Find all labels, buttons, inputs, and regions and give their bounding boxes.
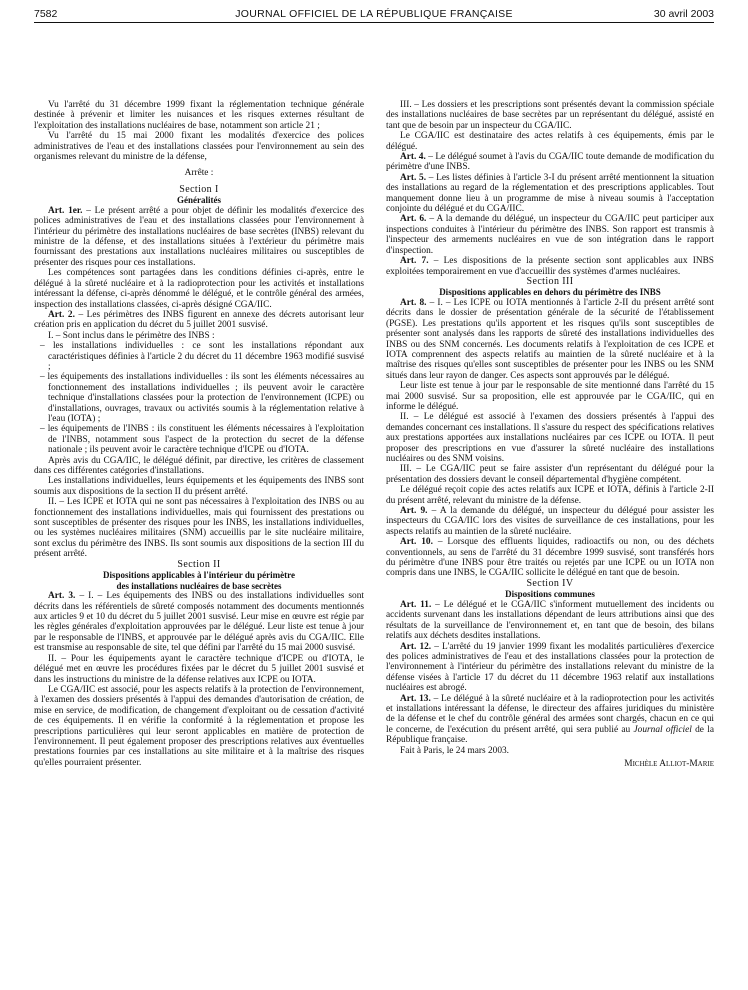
section-2-title: Section II [177, 558, 221, 570]
article-1-paragraph-2: Les compétences sont partagées dans les conditions définies ci-après, entre le délégué à la sûreté nucléaire et à la radioprotection pour les activités et installations intéressant la défense, ci-après dénommé le délégué, et le contrôle général des armées, inspection des installations classées, ci-après désigné CGA/IIC. [34, 268, 364, 310]
article-9-label: Art. 9. [400, 506, 428, 517]
considerant-2: Vu l'arrêté du 15 mai 2000 fixant les modalités d'exercice des polices administratives de l'eau et des installations classées pour l'environnement au sein des organismes relevant du ministre de la défense, [34, 131, 364, 163]
article-13-label: Art. 13. [400, 693, 431, 704]
article-3-paragraph-3: Le CGA/IIC est associé, pour les aspects relatifs à la protection de l'environnement, à l'examen des dossiers présentés à l'appui des demandes d'autorisation de création, de mise en service, de modification, de changement d'exploitant ou de cessation d'activité de ces équipements. Il en vérifie la conformité à la réglementation et propose les prescriptions particulières qui leur seront applicables en matière de protection de l'environnement. Il peut également proposer des prescriptions relatives aux éventuelles prestations fournies par ces installations au site militaire et à la maîtrise des risques qu'elles pourraient présenter. [34, 684, 364, 768]
article-2-bullet-1: – les installations individuelles : ce sont les installations répondant aux caractéristiques définies à l'article 2 du décret du 11 décembre 1963 modifié susvisé ; [40, 341, 364, 372]
issue-date: 30 avril 2003 [653, 8, 714, 20]
article-9: Art. 9. – A la demande du délégué, un inspecteur du délégué pour assister les inspecteurs du CGA/IIC lors des visites de surveillance de ces installations, pour les aspects relatifs au maintien de la sûreté nucléaire. [386, 506, 715, 537]
article-2-paragraph-4: Les installations individuelles, leurs équipements et les équipements des INBS sont soumis aux dispositions de la section II du présent arrêté. [34, 476, 364, 497]
article-3-paragraph-5: Le CGA/IIC est destinataire des actes relatifs à ces équipements, émis par le délégué. [386, 131, 714, 152]
journal-title: JOURNAL OFFICIEL DE LA RÉPUBLIQUE FRANÇAISE [235, 8, 513, 20]
arrete-label: Arrête : [184, 168, 214, 179]
article-4: Art. 4. – Le délégué soumet à l'avis du CGA/IIC toute demande de modification du périmètre d'une INBS. [386, 152, 715, 173]
article-8-paragraph-5: Le délégué reçoit copie des actes relatifs aux ICPE et IOTA, définis à l'article 2-II du présent arrêté, relevant du ministre de la défense. [386, 485, 714, 506]
article-5: Art. 5. – Les listes définies à l'article 3-I du présent arrêté mentionnent la situation des installations au regard de la réglementation et des prescriptions applicables. Tout manquement donne lieu à un programme de mise à niveau soumis à l'acceptation conjointe du délégué et du CGA/IIC. [386, 172, 715, 215]
article-12-label: Art. 12. [400, 641, 432, 652]
section-3-subtitle: Dispositions applicables en dehors du périmètre des INBS [439, 287, 661, 298]
article-8-ii: II. – Le délégué est associé à l'examen des dossiers présentés à l'appui des demandes concernant ces installations. Il s'assure du respect des spécifications relatives aux prestations apportées aux installations nucléaires par ces ICPE ou IOTA. Il peut proposer des prescriptions en vue d'assurer la sûreté nucléaire des installations nucléaires ou des SNM voisins. [386, 412, 714, 464]
article-2-bullet-2: – les équipements des installations individuelles : ils sont les éléments nécessaires au fonctionnement des installations individuelles ; ils peuvent avoir le caractère technique d'installations classées pour la protection de l'environnement (ICPE) ou d'installations, ouvrages, travaux ou activités soumis à la réglementation relative à l'eau (IOTA) ; [40, 372, 364, 424]
article-6: Art. 6. – A la demande du délégué, un inspecteur du CGA/IIC peut participer aux inspections conduites à l'intérieur du périmètre des INBS. Son rapport est transmis à l'inspecteur des armements nucléaires en vue de son intégration dans le rapport d'inspection. [386, 214, 714, 256]
page-number: 7582 [34, 8, 58, 20]
article-5-label: Art. 5. [400, 172, 427, 183]
article-2-ii: II. – Les ICPE et IOTA qui ne sont pas nécessaires à l'exploitation des INBS ou au fonctionnement des installations individuelles, mais qui fournissent des prestations ou sont susceptibles de présenter des risques pour les INBS, les installations individuelles, ou les systèmes nucléaires militaires (SNM) accueillis par le site nucléaire militaire, sont exclus du périmètre des INBS. Ils sont soumis aux dispositions de la section III du présent arrêté. [34, 497, 364, 560]
article-10-label: Art. 10. [400, 537, 433, 548]
article-7-label: Art. 7. [400, 256, 429, 267]
article-1: Art. 1er. – Le présent arrêté a pour objet de définir les modalités d'exercice des polices administratives de l'eau et des installations classées pour l'environnement à l'intérieur du périmètre des installations nucléaires de base secrètes (INBS) relevant du ministre de la défense, et des installations situées à l'extérieur du périmètre mais fournissant des prestations aux installations nucléaires militaires ou susceptibles de présenter des risques pour ces installations. [34, 205, 364, 268]
page-header [34, 8, 714, 22]
article-2-label: Art. 2. [48, 309, 75, 320]
article-11-label: Art. 11. [400, 599, 432, 610]
article-8-label: Art. 8. [400, 297, 427, 308]
article-3-label: Art. 3. [48, 591, 76, 602]
section-4-subtitle: Dispositions communes [505, 589, 595, 600]
article-3: Art. 3. – I. – Les équipements des INBS ou des installations individuelles sont décrits dans les référentiels de sûreté composés notamment des documents mentionnés aux articles 9 et 10 du décret du 5 juillet 2001 susvisé. Leur mise en œuvre est régie par les règles générales d'exploitation approuvées par le délégué. Leur liste est tenue à jour par le responsable de l'INBS, et approuvée par le délégué après avis du CGA/IIC. Elle est transmise au responsable de site, tel que défini par l'arrêté du 15 mai 2000 susvisé. [34, 591, 365, 654]
right-column [386, 100, 714, 769]
section-3-title: Section III [526, 275, 574, 287]
article-2-paragraph-3: Après avis du CGA/IIC, le délégué définit, par directive, les critères de classement dans ces différentes catégories d'installations. [34, 455, 364, 476]
signature-date: Fait à Paris, le 24 mars 2003. [400, 745, 509, 756]
article-2: Art. 2. – Les périmètres des INBS figurent en annexe des décrets autorisant leur création pris en application du décret du 5 juillet 2001 susvisé. [34, 309, 364, 331]
section-4-title: Section IV [526, 577, 574, 589]
article-2-bullet-3: – les équipements de l'INBS : ils constituent les éléments nécessaires à l'exploitation de l'INBS, notamment sous l'aspect de la protection du secret de la défense nationale ; ils peuvent avoir le caractère technique d'ICPE ou d'IOTA. [40, 424, 364, 456]
article-10: Art. 10. – Lorsque des effluents liquides, radioactifs ou non, ou des déchets conventionnels, au sens de l'arrêté du 31 décembre 1999 susvisé, sont transférés hors du périmètre d'une INBS pour être traités ou rejetés par une ICPE ou un IOTA non compris dans une INBS, le CGA/IIC sollicite le délégué en tant que de besoin. [386, 537, 714, 579]
article-2-i: I. – Sont inclus dans le périmètre des INBS : [48, 330, 215, 341]
journal-officiel-italic: Journal officiel [633, 724, 692, 735]
article-3-iii: III. – Les dossiers et les prescriptions sont présentés devant la commission spéciale des installations nucléaires de base secrètes par un représentant du délégué, assisté en tant que de besoin par un inspecteur du CGA/IIC. [386, 100, 714, 131]
article-8-paragraph-2: Leur liste est tenue à jour par le responsable de site mentionné dans l'arrêté du 15 mai 2000 susvisé. Sur sa proposition, elle est approuvée par le CGA/IIC, qui en informe le délégué. [386, 381, 714, 412]
article-8: Art. 8. – I. – Les ICPE ou IOTA mentionnés à l'article 2-II du présent arrêté sont décrits dans le dossier de présentation générale de la sécurité de l'établissement (PGSE). Les prestations qu'ils apportent et les risques qu'ils sont susceptibles de présenter sont analysés dans les rapports de sûreté des installations individuelles des INBS ou des SNM concernés. Les documents relatifs à l'exploitation de ces ICPE et IOTA comprennent des aspects relatifs au maintien de la sûreté nucléaire et à la maîtrise des risques qu'elles sont susceptibles de présenter pour les INBS ou les SNM situés dans leur rayon de danger. Ces aspects sont approuvés par le délégué. [386, 297, 715, 381]
article-6-label: Art. 6. [400, 214, 427, 225]
article-11: Art. 11. – Le délégué et le CGA/IIC s'informent mutuellement des incidents ou accidents survenant dans les installations dépendant de leurs attributions ainsi que des résultats de la surveillance de l'environnement et, en tant que de besoin, des bilans relatifs aux déchets desdites installations. [386, 599, 714, 642]
article-3-ii: II. – Pour les équipements ayant le caractère technique d'ICPE ou d'IOTA, le délégué met en œuvre les procédures fixées par le décret du 5 juillet 2001 susvisé et dans les instructions du ministre de la défense relatives aux ICPE ou IOTA. [34, 653, 364, 685]
considerant-1: Vu l'arrêté du 31 décembre 1999 fixant la réglementation technique générale destinée à prévenir et limiter les nuisances et les risques externes résultant de l'exploitation des installations nucléaires de base, notamment son article 21 ; [34, 100, 364, 131]
article-8-iii: III. – Le CGA/IIC peut se faire assister d'un représentant du délégué pour la présentation des dossiers devant le conseil départemental d'hygiène compétent. [386, 464, 714, 485]
left-column [34, 100, 364, 768]
header-rule [34, 22, 714, 23]
article-4-label: Art. 4. [400, 152, 426, 163]
article-7: Art. 7. – Les dispositions de la présente section sont applicables aux INBS exploitées temporairement en vue d'accueillir des systèmes d'armes nucléaires. [386, 256, 714, 277]
section-1-title: Section I [179, 183, 219, 195]
section-1-subtitle: Généralités [177, 195, 221, 206]
article-1-label: Art. 1er. [48, 205, 83, 216]
signature: Michèle Alliot-Marie [624, 758, 714, 769]
article-12: Art. 12. – L'arrêté du 19 janvier 1999 fixant les modalités particulières d'exercice des polices administratives de l'eau et des installations classées pour la protection de l'environnement à l'intérieur du périmètre des installations relevant du ministre de la défense visées à l'article 17 du décret du 11 décembre 1963 relatif aux installations nucléaires est abrogé. [386, 641, 714, 694]
article-13: Art. 13. – Le délégué à la sûreté nucléaire et à la radioprotection pour les activités et installations intéressant la défense, le directeur des affaires juridiques du ministère de la défense et le chef du contrôle général des armées sont chargés, chacun en ce qui le concerne, de l'exécution du présent arrêté, qui sera publié au Journal officiel de la République française. [386, 693, 714, 746]
section-2-subtitle: Dispositions applicables à l'intérieur du périmètre des installations nucléaires de base secrètes [103, 570, 295, 591]
